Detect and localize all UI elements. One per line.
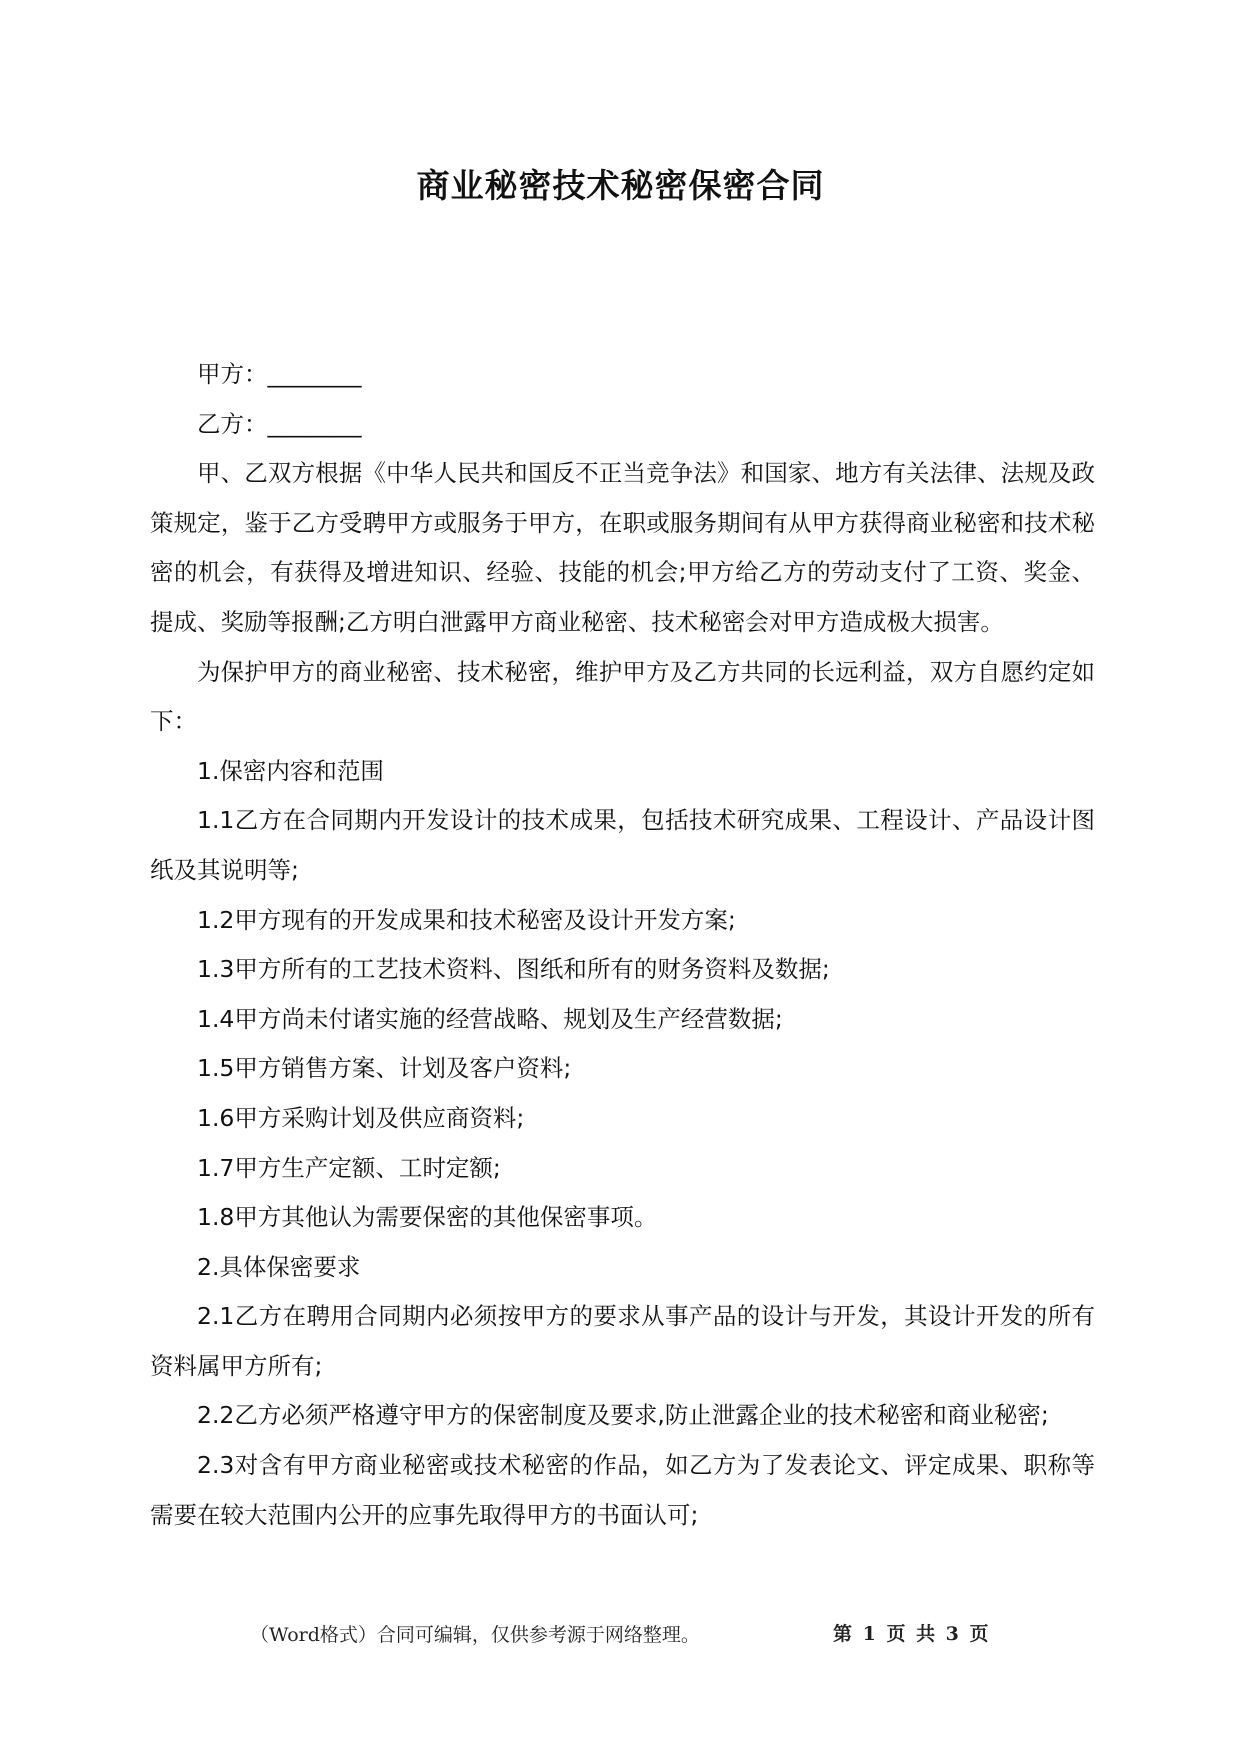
clause-1-6: 1.6甲方采购计划及供应商资料;: [197, 1103, 525, 1132]
clause-1-7: 1.7甲方生产定额、工时定额;: [197, 1153, 501, 1182]
document-title: 商业秘密技术秘密保密合同: [416, 166, 825, 205]
clause-2-3: 2.3对含有甲方商业秘密或技术秘密的作品，如乙方为了发表论文、评定成果、职称等需要在较大范围内公开的应事先取得甲方的书面认可;: [150, 1451, 1095, 1529]
clause-1-5: 1.5甲方销售方案、计划及客户资料;: [197, 1054, 572, 1083]
section-heading-1: 1.保密内容和范围: [197, 756, 384, 785]
clause-2-2: 2.2乙方必须严格遵守甲方的保密制度及要求,防止泄露企业的技术秘密和商业秘密;: [197, 1401, 1049, 1430]
clause-1-2: 1.2甲方现有的开发成果和技术秘密及设计开发方案;: [197, 905, 736, 934]
clause-1-1: 1.1乙方在合同期内开发设计的技术成果，包括技术研究成果、工程设计、产品设计图纸及其说明等;: [150, 806, 1095, 884]
page-number: 第 1 页 共 3 页: [833, 1623, 989, 1645]
section-heading-2: 2.具体保密要求: [197, 1252, 361, 1281]
footer-note: （Word格式）合同可编辑，仅供参考源于网络整理。: [250, 1624, 700, 1646]
party-a-line: 甲方：________: [197, 360, 362, 388]
clause-1-4: 1.4甲方尚未付诸实施的经营战略、规划及生产经营数据;: [197, 1004, 783, 1033]
agreement-intro-paragraph: 为保护甲方的商业秘密、技术秘密，维护甲方及乙方共同的长远利益，双方自愿约定如下：: [150, 657, 1095, 736]
clause-2-1: 2.1乙方在聘用合同期内必须按甲方的要求从事产品的设计与开发，其设计开发的所有资料属甲方所有;: [150, 1302, 1095, 1380]
preamble-paragraph: 甲、乙双方根据《中华人民共和国反不正当竞争法》和国家、地方有关法律、法规及政策规定，鉴于乙方受聘甲方或服务于甲方，在职或服务期间有从甲方获得商业秘密和技术秘密的机会，有获得及增进知识、经验、技能的机会;甲方给乙方的劳动支付了工资、奖金、提成、奖励等报酬;乙方明白泄露甲方商业秘密、技术秘密会对甲方造成极大损害。: [150, 459, 1095, 636]
clause-1-8: 1.8甲方其他认为需要保密的其他保密事项。: [197, 1203, 658, 1232]
clause-1-3: 1.3甲方所有的工艺技术资料、图纸和所有的财务资料及数据;: [197, 955, 830, 984]
party-b-line: 乙方：________: [197, 409, 362, 438]
document-body: [150, 350, 1095, 1540]
